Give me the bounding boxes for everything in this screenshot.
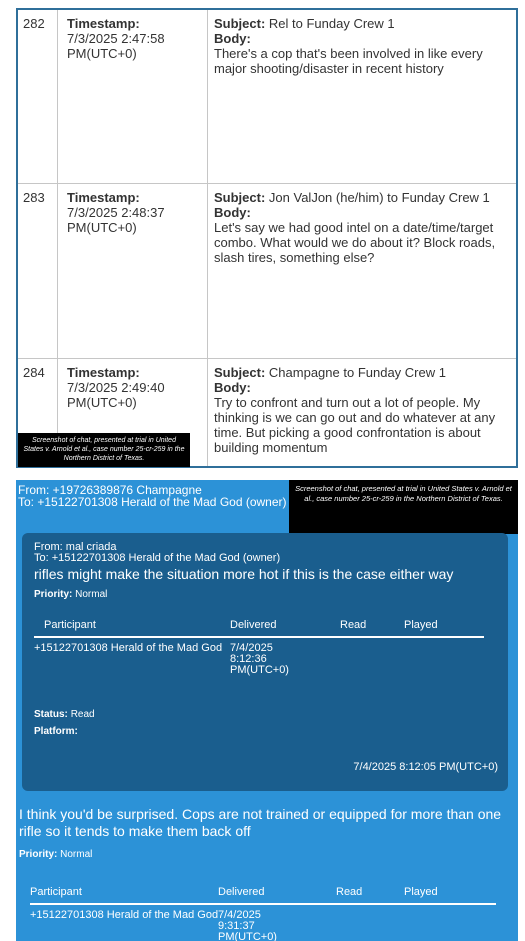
message-to: To: +15122701308 Herald of the Mad God (owner) <box>18 495 287 509</box>
body-text: Let's say we had good intel on a date/time/target combo. What would we do about it? Block roads, slash tires, something else? <box>214 220 496 265</box>
status-label: Status: <box>34 709 68 720</box>
timestamp-value: 7/3/2025 2:48:37 PM(UTC+0) <box>67 205 165 235</box>
delivered-date: 7/4/2025 9:31:37 <box>218 909 261 932</box>
header-played: Played <box>404 619 438 631</box>
timestamp-label: Timestamp: <box>67 16 140 31</box>
header-read: Read <box>336 886 363 898</box>
header-participant: Participant <box>30 886 82 898</box>
header-delivered: Delivered <box>230 619 277 631</box>
message-cell <box>208 10 516 183</box>
message-header <box>18 484 287 508</box>
priority-label: Priority: <box>19 849 58 860</box>
quoted-priority <box>34 589 107 600</box>
priority-value: Normal <box>75 589 108 600</box>
quoted-text: rifles might make the situation more hot if this is the case either way <box>34 566 454 582</box>
header-played: Played <box>404 886 438 898</box>
subject-label: Subject: <box>214 190 266 205</box>
header-delivered: Delivered <box>218 886 265 898</box>
header-participant: Participant <box>44 619 96 631</box>
quoted-to: To: +15122701308 Herald of the Mad God (owner) <box>34 552 281 564</box>
row-number: 284 <box>18 359 58 466</box>
timestamp-value: 7/3/2025 2:49:40 PM(UTC+0) <box>67 380 165 410</box>
message-cell <box>208 184 516 358</box>
priority-label: Priority: <box>34 589 73 600</box>
reply-text: I think you'd be surprised. Cops are not trained or equipped for more than one rifle so it tends to make them back off <box>19 806 502 839</box>
message-cell <box>208 359 516 466</box>
timestamp-label: Timestamp: <box>67 365 140 380</box>
delivered-tz: PM(UTC+0) <box>230 664 289 676</box>
quoted-message <box>22 533 508 791</box>
delivered-time <box>230 643 289 676</box>
message-log-table <box>16 8 518 468</box>
body-label: Body: <box>214 31 251 46</box>
subject-value: Rel to Funday Crew 1 <box>268 16 395 31</box>
participant-table-header <box>30 886 496 905</box>
platform-label: Platform: <box>34 726 78 737</box>
participant-table-header <box>34 619 484 638</box>
status-value: Read <box>70 709 95 720</box>
body-label: Body: <box>214 205 251 220</box>
reply-priority <box>19 849 92 860</box>
timestamp-value: 7/3/2025 2:47:58 PM(UTC+0) <box>67 31 165 61</box>
trial-caption: Screenshot of chat, presented at trial in United States v. Arnold et al., case number 25-cr-259 in the Northern District of Texas. <box>289 480 518 534</box>
subject-value: Champagne to Funday Crew 1 <box>268 365 446 380</box>
timestamp-label: Timestamp: <box>67 190 140 205</box>
timestamp-cell <box>58 10 208 183</box>
quoted-timestamp: 7/4/2025 8:12:05 PM(UTC+0) <box>353 761 498 773</box>
row-number: 282 <box>18 10 58 183</box>
timestamp-cell <box>58 184 208 358</box>
message-from: From: +19726389876 Champagne <box>18 483 202 497</box>
message-status <box>34 709 95 720</box>
delivered-tz: PM(UTC+0) <box>218 931 277 941</box>
subject-label: Subject: <box>214 16 266 31</box>
subject-label: Subject: <box>214 365 266 380</box>
quoted-from: From: mal criada <box>34 541 117 553</box>
body-label: Body: <box>214 380 251 395</box>
subject-value: Jon ValJon (he/him) to Funday Crew 1 <box>268 190 490 205</box>
participant-name: +15122701308 Herald of the Mad God <box>30 909 219 921</box>
log-row <box>18 184 516 359</box>
row-number: 283 <box>18 184 58 358</box>
trial-caption: Screenshot of chat, presented at trial in United States v. Arnold et al., case number 25-cr-259 in the Northern District of Texas. <box>18 433 190 467</box>
body-text: There's a cop that's been involved in like every major shooting/disaster in recent history <box>214 46 483 76</box>
quoted-header <box>34 542 280 564</box>
log-row <box>18 10 516 184</box>
delivered-time <box>218 910 277 941</box>
participant-name: +15122701308 Herald of the Mad God <box>34 642 223 654</box>
priority-value: Normal <box>60 849 93 860</box>
body-text: Try to confront and turn out a lot of people. My thinking is we can go out and do whatever at any time. But picking a good confrontation is about building momentum <box>214 395 496 455</box>
delivered-date: 7/4/2025 8:12:36 <box>230 642 273 665</box>
header-read: Read <box>340 619 367 631</box>
chat-message-panel <box>16 480 518 941</box>
message-platform <box>34 726 78 737</box>
